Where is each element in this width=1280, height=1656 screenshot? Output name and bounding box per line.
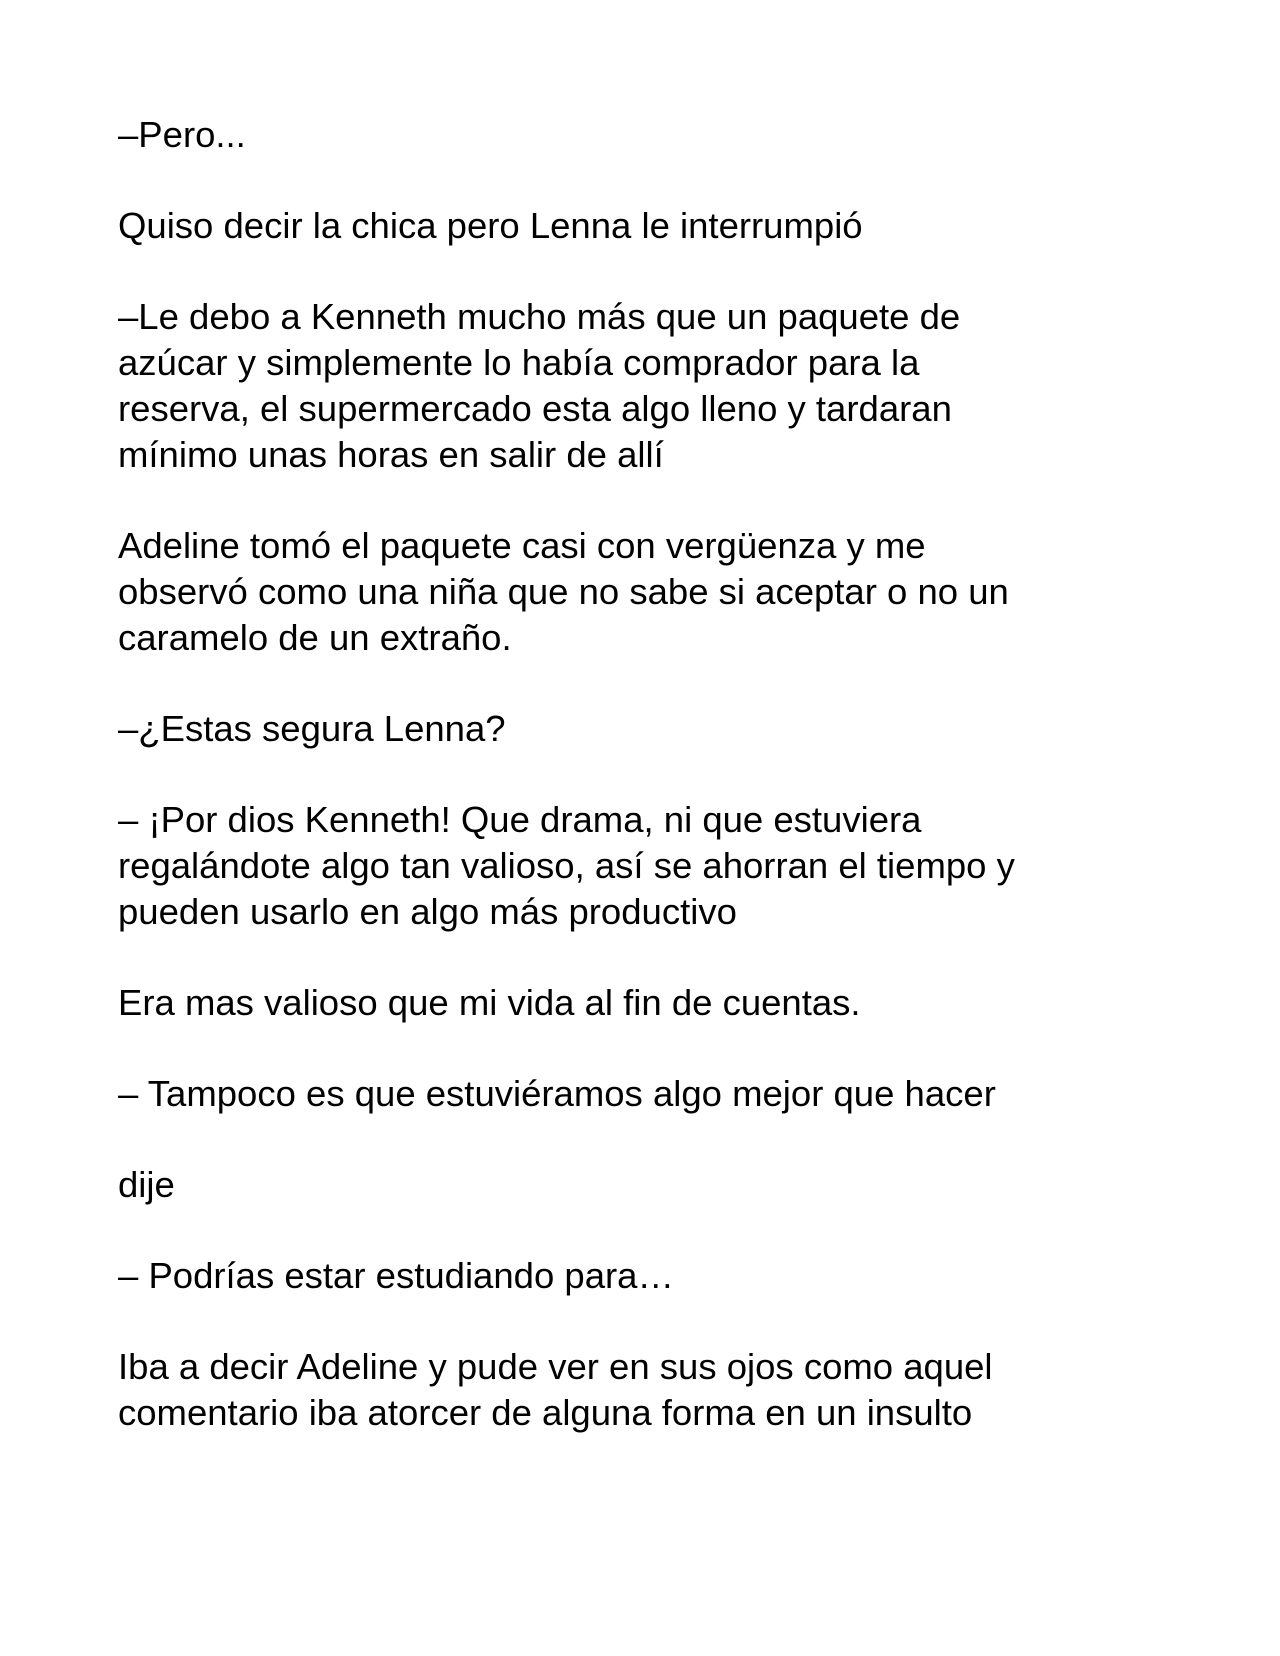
paragraph	[118, 203, 1178, 249]
paragraph	[118, 980, 1178, 1026]
paragraph	[118, 1253, 1178, 1299]
text-line: regalándote algo tan valioso, así se ahorran el tiempo y	[118, 845, 1015, 886]
text-line: mínimo unas horas en salir de allí	[118, 434, 664, 475]
text-line: Iba a decir Adeline y pude ver en sus ojos como aquel	[118, 1346, 993, 1387]
paragraph	[118, 1344, 1178, 1436]
paragraph	[118, 523, 1178, 661]
text-line: –Le debo a Kenneth mucho más que un paquete de	[118, 296, 961, 337]
text-line: pueden usarlo en algo más productivo	[118, 891, 737, 932]
document-page	[118, 112, 1178, 1481]
paragraph	[118, 706, 1178, 752]
text-line: comentario iba atorcer de alguna forma en un insulto	[118, 1392, 973, 1433]
text-line: Adeline tomó el paquete casi con vergüenza y me	[118, 525, 926, 566]
paragraph	[118, 1162, 1178, 1208]
text-line: –¿Estas segura Lenna?	[118, 708, 506, 749]
paragraph	[118, 797, 1178, 935]
text-line: azúcar y simplemente lo había comprador para la	[118, 342, 920, 383]
text-line: caramelo de un extraño.	[118, 617, 512, 658]
text-line: Era mas valioso que mi vida al fin de cuentas.	[118, 982, 861, 1023]
text-line: reserva, el supermercado esta algo lleno y tardaran	[118, 388, 952, 429]
paragraph	[118, 294, 1178, 478]
text-line: – Tampoco es que estuviéramos algo mejor que hacer	[118, 1073, 996, 1114]
text-line: – Podrías estar estudiando para…	[118, 1255, 674, 1296]
paragraph	[118, 1071, 1178, 1117]
text-line: Quiso decir la chica pero Lenna le interrumpió	[118, 205, 863, 246]
text-line: dije	[118, 1164, 175, 1205]
text-line: – ¡Por dios Kenneth! Que drama, ni que estuviera	[118, 799, 922, 840]
text-line: –Pero...	[118, 114, 246, 155]
text-line: observó como una niña que no sabe si aceptar o no un	[118, 571, 1009, 612]
paragraph	[118, 112, 1178, 158]
